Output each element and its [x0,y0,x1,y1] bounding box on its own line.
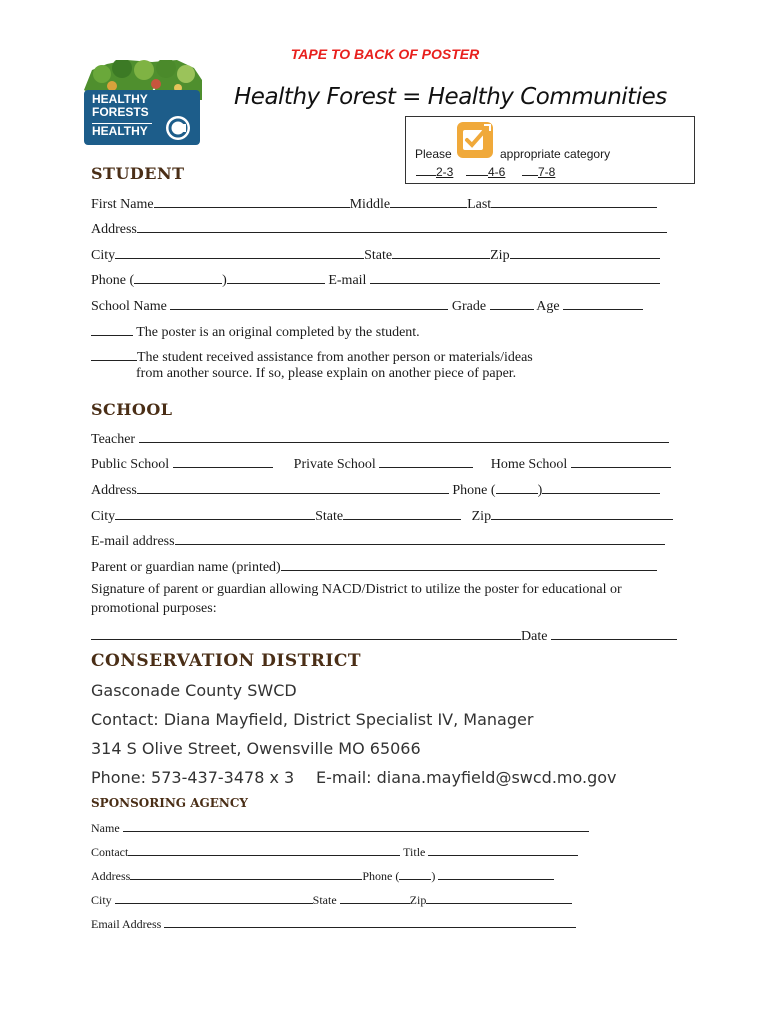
logo-text-forests: FORESTS [92,105,149,119]
sponsor-city-row[interactable]: City State Zip [91,892,572,908]
checkbox-icon [456,121,494,159]
sponsor-email-row[interactable]: Email Address [91,916,576,932]
district-email: E-mail: diana.mayfield@swcd.mo.gov [316,768,617,787]
parent-name-row[interactable]: Parent or guardian name (printed) [91,557,657,576]
district-name: Gasconade County SWCD [91,681,297,700]
sponsor-contact-row[interactable]: Contact Title [91,844,578,860]
student-city-row[interactable]: City State Zip [91,245,660,264]
sponsor-name-row[interactable]: Name [91,820,589,836]
teacher-row[interactable]: Teacher [91,429,669,448]
school-city-row[interactable]: City State Zip [91,506,673,525]
school-heading: SCHOOL [91,400,173,419]
original-checkbox-row[interactable]: The poster is an original completed by the student. [91,322,420,341]
category-option-2-3[interactable]: 2-3 [416,162,453,179]
student-name-row[interactable]: First Name Middle Last [91,194,657,213]
signature-text-2: promotional purposes: [91,601,217,616]
sponsor-heading: SPONSORING AGENCY [91,796,249,810]
category-please: Please [415,147,452,161]
sponsor-address-row[interactable]: Address Phone ( ) [91,868,554,884]
student-school-row[interactable]: School Name Grade Age [91,296,643,315]
page-title: Healthy Forest = Healthy Communities [234,84,667,110]
category-option-7-8[interactable]: 7-8 [522,162,555,179]
tape-note: TAPE TO BACK OF POSTER [290,46,480,62]
category-option-4-6[interactable]: 4-6 [466,162,505,179]
assistance-checkbox-row[interactable]: The student received assistance from another person or materials/ideas [91,347,533,366]
logo-text-healthy: HEALTHY [92,92,148,106]
signature-date-row[interactable]: Date [91,626,677,645]
district-heading: CONSERVATION DISTRICT [91,651,362,671]
school-email-row[interactable]: E-mail address [91,531,665,550]
category-text: appropriate category [500,147,611,161]
signature-text: Signature of parent or guardian allowing NACD/District to utilize the poster for educational or [91,582,622,597]
district-address: 314 S Olive Street, Owensville MO 65066 [91,739,421,758]
student-heading: STUDENT [91,164,185,183]
student-address-row[interactable]: Address [91,219,667,238]
district-contact: Contact: Diana Mayfield, District Specialist IV, Manager [91,710,534,729]
assistance-note: from another source. If so, please explain on another piece of paper. [136,366,517,381]
district-phone: Phone: 573-437-3478 x 3 [91,768,295,787]
student-phone-row[interactable]: Phone ( ) E-mail [91,270,660,289]
school-type-row[interactable]: Public School Private School Home School [91,454,671,473]
logo-text-healthy-2: HEALTHY [92,124,148,138]
school-address-row[interactable]: Address Phone ( ) [91,480,660,499]
healthy-forests-logo [82,60,202,145]
